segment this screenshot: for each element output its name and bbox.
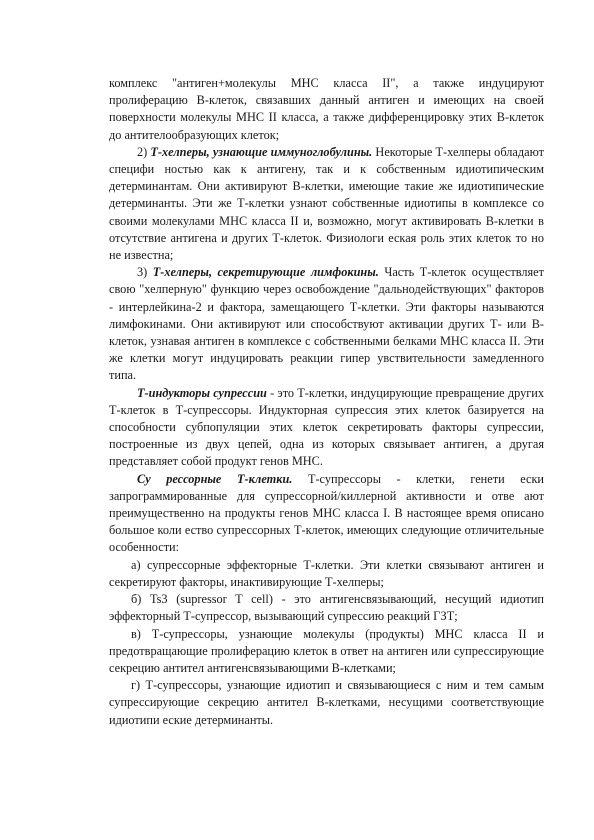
term-heading: Т-хелперы, секретирующие лимфокины. <box>152 265 379 280</box>
paragraph-continuation <box>109 75 544 144</box>
paragraph-t-helpers-immunoglobulin <box>109 144 544 264</box>
paragraph-text: комплекс "антиген+молекулы МНС класса II", а также индуцируют пролиферацию В-клеток, связавших данный антиген и имеющих на своей поверхности молекулы МНС II класса, а также дифференцировку этих В-клеток до антителообразующих клеток; <box>109 76 544 142</box>
paragraph-text: Т-супрессоры - клетки, генети ески запрограммированные для супрессорной/киллерной активности и отве ают преимущественно на продукты генов МНС класса I. В настоящее время описано большое коли ество супрессорных Т-клеток, имеющих следующие отличительные особенности: <box>109 471 544 555</box>
list-item-text: г) Т-супрессоры, узнающие идиотип и связывающиеся с ним и тем самым супрессирующие секрецию антител В-клетками, несущими соответствующие идиотипи еские детерминанты. <box>109 678 544 727</box>
paragraph-text: Часть Т-клеток осуществляет свою "хелперную" функцию через освобождение "дальнодействующих" факторов - интерлейкина-2 и фактора, замещающего Т-клетки. Эти факторы называются лимфокинами. Они активируют или способствуют активации других Т- или В-клеток, узнавая антиген в комплексе с собственными белками МНС класса II. Эти же клетки могут индуцировать реакции гипер увствительности замедленного типа. <box>109 265 544 383</box>
list-item-text: в) Т-супрессоры, узнающие молекулы (продукты) МНС класса II и предотвращающие пролиферацию клеток в ответ на антиген или супрессирующие секрецию антител антигенсвязывающими В-клетками; <box>109 626 544 675</box>
list-item-v <box>109 626 544 678</box>
paragraph-t-helpers-lymphokines <box>109 264 544 384</box>
term-heading: Т-хелперы, узнающие иммуноглобулины. <box>150 144 373 159</box>
list-item-b <box>109 591 544 625</box>
list-item-text: а) супрессорные эффекторные Т-клетки. Эти клетки связывают антиген и секретируют факторы, инактивирующие Т-хелперы; <box>109 557 544 589</box>
list-item-g <box>109 677 544 729</box>
paragraph-suppression-inducers <box>109 385 544 471</box>
document-page <box>109 75 544 729</box>
term-heading: Т-индукторы супрессии <box>137 385 267 400</box>
item-number: 2) <box>137 144 151 159</box>
list-item-text: б) Ts3 (supressor T cell) - это антигенсвязывающий, несущий идиотип эффекторный Т-супрессор, вызывающий супрессию реакций ГЗТ; <box>109 592 544 624</box>
paragraph-suppressor-t-cells <box>109 471 544 557</box>
list-item-a <box>109 557 544 591</box>
item-number: 3) <box>137 265 153 280</box>
paragraph-text: - это Т-клетки, индуцирующие превращение других Т-клеток в Т-супрессоры. Индукторная супрессия этих клеток базируется на способности субпопуляции этих клеток секретировать факторы супрессии, построенные из двух цепей, одна из которых связывает антиген, а другая представляет собой продукт генов МНС. <box>109 385 544 469</box>
term-heading: Су рессорные Т-клетки. <box>137 471 293 486</box>
paragraph-text: Некоторые Т-хелперы обладают специфи ностью как к антигену, так и к собственным идиотипическим детерминантам. Они активируют В-клетки, имеющие такие же идиотипические детерминанты. Эти же Т-клетки узнают собственные идиотипы в комплексе со своими молекулами МНС класса II и, возможно, могут активировать В-клетки в отсутствие антигена и других Т-клеток. Физиологи еская роль этих клеток то но не известна; <box>109 144 544 263</box>
